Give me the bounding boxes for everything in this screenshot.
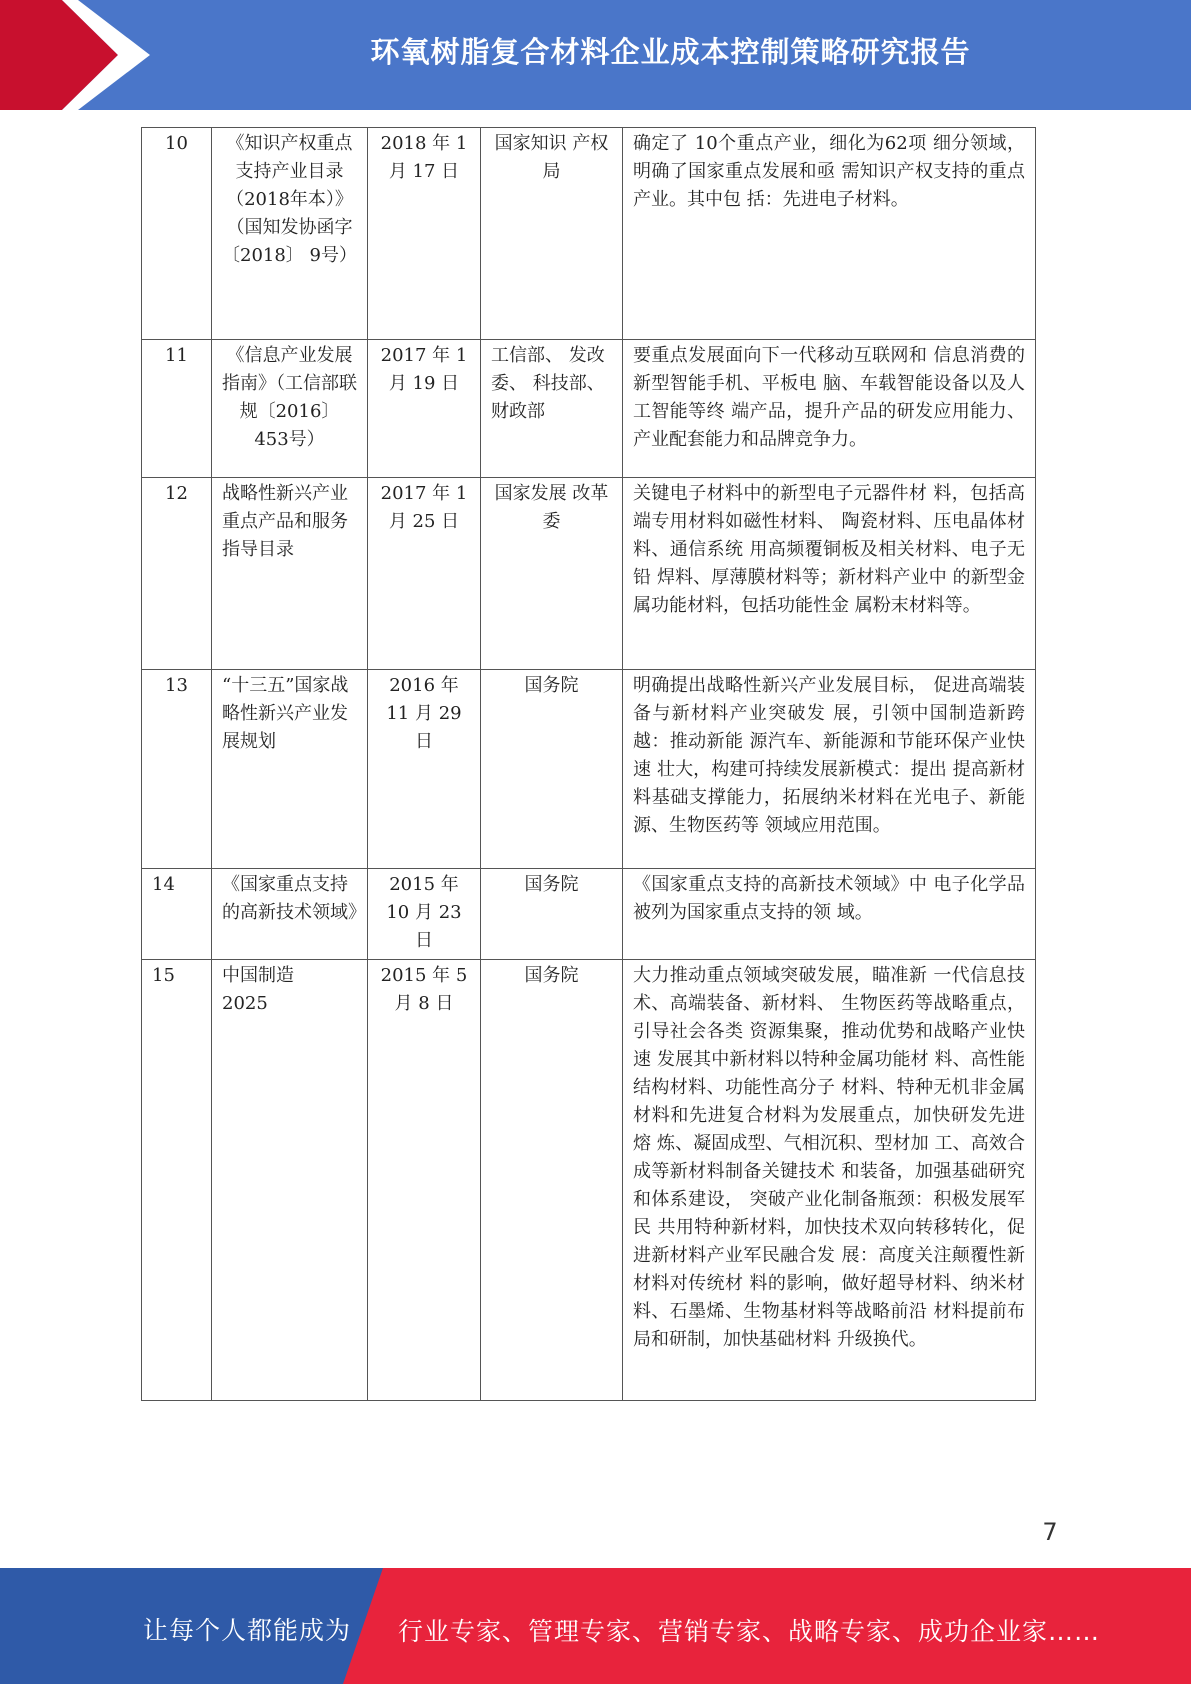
policy-table (141, 127, 1036, 1401)
policy-name: 中国制造 2025 (212, 960, 368, 1401)
row-number: 11 (142, 340, 212, 478)
policy-name: 《国家重点支持的高新技术领域》 (212, 869, 368, 960)
issue-date: 2016 年 11 月 29 日 (368, 670, 481, 869)
policy-description: 确定了 10个重点产业，细化为62项 细分领域，明确了国家重点发展和亟 需知识产权支持的重点产业。其中包 括：先进电子材料。 (623, 128, 1036, 340)
issue-date: 2018 年 1 月 17 日 (368, 128, 481, 340)
footer-slogan-right: 行业专家、管理专家、营销专家、战略专家、成功企业家…… (398, 1617, 1101, 1646)
page-number: 7 (1042, 1518, 1058, 1546)
issue-date: 2015 年 10 月 23 日 (368, 869, 481, 960)
policy-description: 《国家重点支持的高新技术领域》中 电子化学品被列为国家重点支持的领 域。 (623, 869, 1036, 960)
row-number: 15 (142, 960, 212, 1401)
issue-date: 2015 年 5 月 8 日 (368, 960, 481, 1401)
report-title: 环氧树脂复合材料企业成本控制策略研究报告 (370, 35, 971, 69)
footer-banner (0, 1568, 1191, 1684)
policy-description: 关键电子材料中的新型电子元器件材 料，包括高端专用材料如磁性材料、 陶瓷材料、压电晶体材料、通信系统 用高频覆铜板及相关材料、电子无铅 焊料、厚薄膜材料等；新材料产业中 的新型金属功能材料，包括功能性金 属粉末材料等。 (623, 478, 1036, 670)
policy-name: 战略性新兴产业重点产品和服务指导目录 (212, 478, 368, 670)
row-number: 13 (142, 670, 212, 869)
issuing-department: 工信部、 发改委、 科技部、 财政部 (481, 340, 623, 478)
table-row (142, 869, 1036, 960)
row-number: 12 (142, 478, 212, 670)
footer-slogan-left: 让每个人都能成为 (143, 1616, 352, 1645)
policy-description: 大力推动重点领域突破发展，瞄准新 一代信息技术、高端装备、新材料、 生物医药等战略重点，引导社会各类 资源集聚，推动优势和战略产业快速 发展其中新材料以特种金属功能材 料、高性能结构材料、功能性高分子 材料、特种无机非金属材料和先进复合材料为发展重点，加快研发先进熔 炼、凝固成型、气相沉积、型材加 工、高效合成等新材料制备关键技术 和装备，加强基础研究和体系建设， 突破产业化制备瓶颈：积极发展军民 共用特种新材料，加快技术双向转移转化，促进新材料产业军民融合发 展：高度关注颠覆性新材料对传统材 料的影响，做好超导材料、纳米材 料、石墨烯、生物基材料等战略前沿 材料提前布局和研制，加快基础材料 升级换代。 (623, 960, 1036, 1401)
policy-description: 明确提出战略性新兴产业发展目标， 促进高端装备与新材料产业突破发 展，引领中国制造新跨越：推动新能 源汽车、新能源和节能环保产业快速 壮大，构建可持续发展新模式：提出 提高新材料基础支撑能力，拓展纳米材料在光电子、新能源、生物医药等 领域应用范围。 (623, 670, 1036, 869)
issue-date: 2017 年 1 月 25 日 (368, 478, 481, 670)
issuing-department: 国家发展 改革委 (481, 478, 623, 670)
table-row (142, 478, 1036, 670)
policy-name: 《知识产权重点支持产业目录（2018年本）》（国知发协函字〔2018〕 9号） (212, 128, 368, 340)
table-row (142, 960, 1036, 1401)
header-arrow-decoration (0, 0, 150, 110)
table-row (142, 670, 1036, 869)
row-number: 14 (142, 869, 212, 960)
issuing-department: 国务院 (481, 670, 623, 869)
issuing-department: 国务院 (481, 869, 623, 960)
issuing-department: 国家知识 产权局 (481, 128, 623, 340)
table-row (142, 340, 1036, 478)
policy-name: 《信息产业发展指南》（工信部联规〔2016〕 453号） (212, 340, 368, 478)
header-banner (0, 0, 1191, 110)
policy-name: “十三五”国家战略性新兴产业发展规划 (212, 670, 368, 869)
policy-description: 要重点发展面向下一代移动互联网和 信息消费的新型智能手机、平板电 脑、车载智能设备以及人工智能等终 端产品，提升产品的研发应用能力、 产业配套能力和品牌竞争力。 (623, 340, 1036, 478)
issuing-department: 国务院 (481, 960, 623, 1401)
issue-date: 2017 年 1 月 19 日 (368, 340, 481, 478)
table-row (142, 128, 1036, 340)
row-number: 10 (142, 128, 212, 340)
